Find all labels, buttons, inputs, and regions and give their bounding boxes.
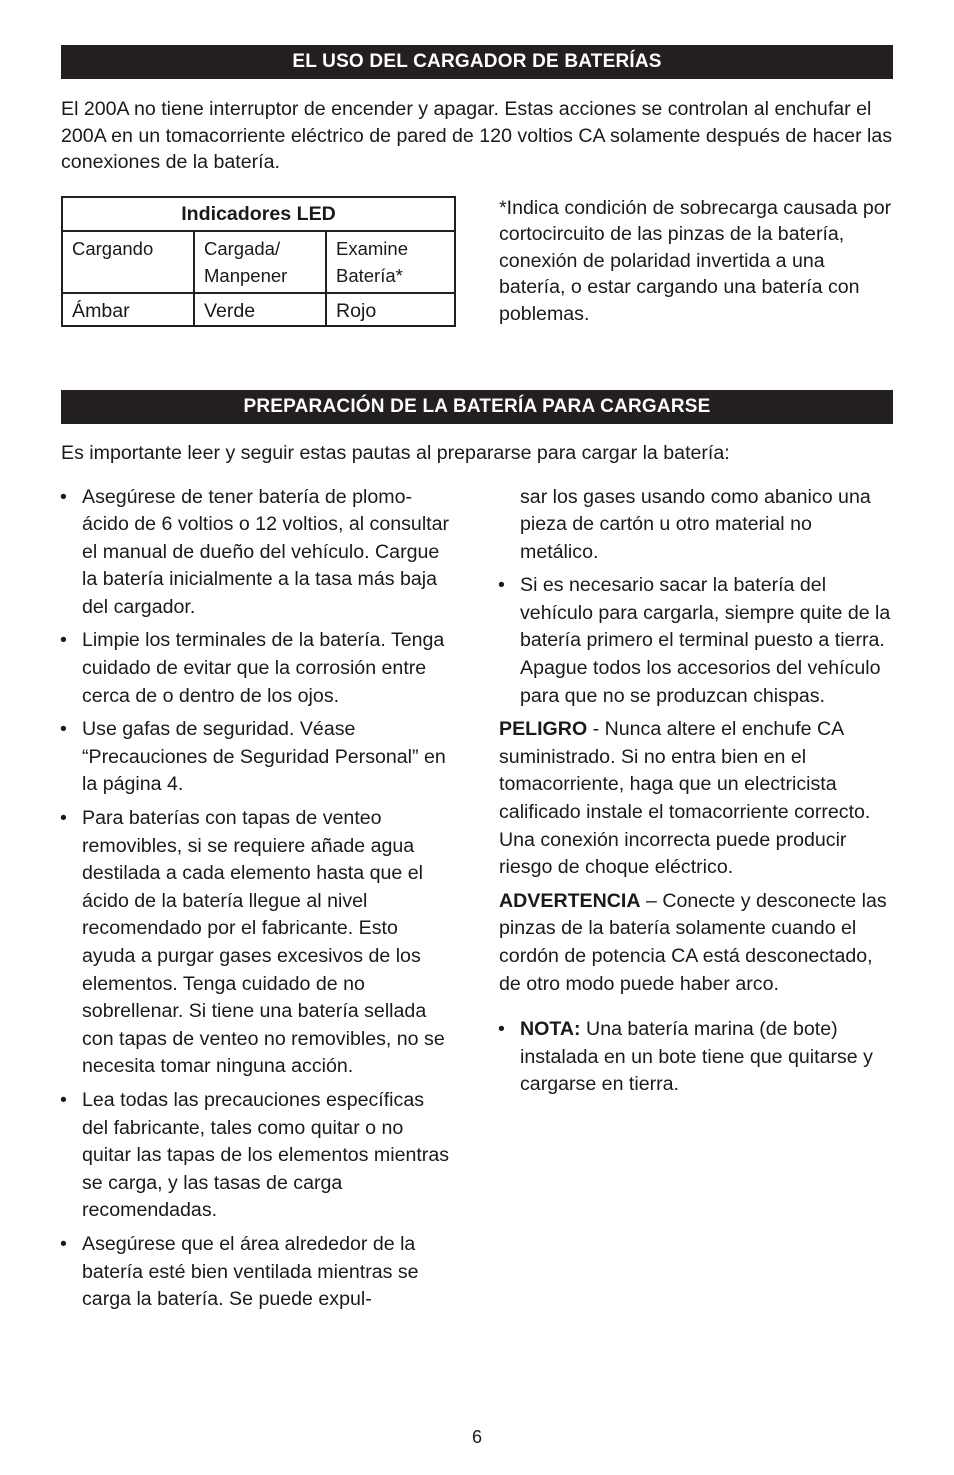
table-row [62,293,455,326]
led-table-title: Indicadores LED [62,197,455,231]
page-content [61,45,893,1320]
led-value-red: Rojo [326,293,455,326]
note-list [499,1016,893,1099]
prep-bullet-list-right [499,572,893,710]
right-column [499,484,893,1320]
list-item: • Limpie los terminales de la batería. Tenga cuidado de evitar que la corrosión entre cerca de o dentro de los ojos. [61,627,455,710]
battery-prep-intro: Es importante leer y seguir estas pautas al prepararse para cargar la batería: [61,442,730,464]
list-item: • Si es necesario sacar la batería del vehículo para cargarla, siempre quite de la batería primero el terminal puesto a tierra. Apague todos los accesorios del vehículo para que no se produzcan chispas. [499,572,893,710]
led-header-charging: Cargando [62,231,194,293]
led-indicators-table [61,196,456,328]
warning-paragraph: ADVERTENCIA – Conecte y desconecte las pinzas de la batería solamente cuando el cordón de potencia CA está desconectado, de otro modo puede haber arco. [499,889,887,995]
list-item: • Lea todas las precauciones específicas del fabricante, tales como quitar o no quitar las tapas de los elementos mientras se carga, y las tasas de carga recomendadas. [61,1087,455,1225]
list-item: • Use gafas de seguridad. Véase “Precauciones de Seguridad Personal” en la página 4. [61,716,455,799]
list-item: • Asegúrese de tener batería de plomo-ácido de 6 voltios o 12 voltios, al consultar el manual de dueño del vehículo. Cargue la batería inicialmente a la tasa más baja del cargador. [61,484,455,622]
danger-paragraph: PELIGRO - Nunca altere el enchufe CA suministrado. Si no entra bien en el tomacorriente, haga que un electricista calificado instale el tomacorriente correcto. Una conexión incorrecta puede producir riesgo de choque eléctrico. [499,718,871,879]
note-item: • NOTA: Una batería marina (de bote) instalada en un bote tiene que quitarse y cargarse en tierra. [499,1016,893,1099]
page-number: 6 [471,1427,482,1447]
warning-label: ADVERTENCIA [499,889,641,912]
section-header-charger-use: EL USO DEL CARGADOR DE BATERÍAS [61,45,893,79]
section-header-battery-prep: PREPARACIÓN DE LA BATERÍA PARA CARGARSE [61,390,893,424]
danger-label: PELIGRO [499,718,588,741]
note-label: NOTA: [520,1018,581,1041]
led-header-check-battery: Examine Batería* [326,231,455,293]
list-item: • Para baterías con tapas de venteo removibles, si se requiere añade agua destilada a cada elemento hasta que el ácido de la batería llegue al nivel recomendado por el fabricante. Esto ayuda a purgar gases excesivos de los elementos. Tenga cuidado de no sobrellenar. Si tiene una batería sellada con tapas de venteo no removibles, no se necesita tomar ninguna acción. [61,805,455,1081]
prep-bullet-list-left [61,484,455,1314]
left-column [61,484,455,1320]
list-item: • Asegúrese que el área alrededor de la batería esté bien ventilada mientras se carga la batería. Se puede expul- [61,1231,455,1314]
led-footnote: *Indica condición de sobrecarga causada por cortocircuito de las pinzas de la batería, conexión de polaridad invertida a una batería, o estar cargando una batería con poblemas. [499,196,892,325]
led-header-charged: Cargada/ Manpener [194,231,326,293]
led-value-green: Verde [194,293,326,326]
led-value-amber: Ámbar [62,293,194,326]
charger-use-intro: El 200A no tiene interruptor de encender y apagar. Estas acciones se controlan al enchufar el 200A en un tomacorriente eléctrico de pared de 120 voltios CA solamente después de hacer las conexiones de la batería. [61,98,893,173]
table-row [62,231,455,293]
led-row [61,196,893,328]
two-column-body [61,484,893,1320]
bullet-continuation: sar los gases usando como abanico una pieza de cartón u otro material no metálico. [520,485,871,563]
